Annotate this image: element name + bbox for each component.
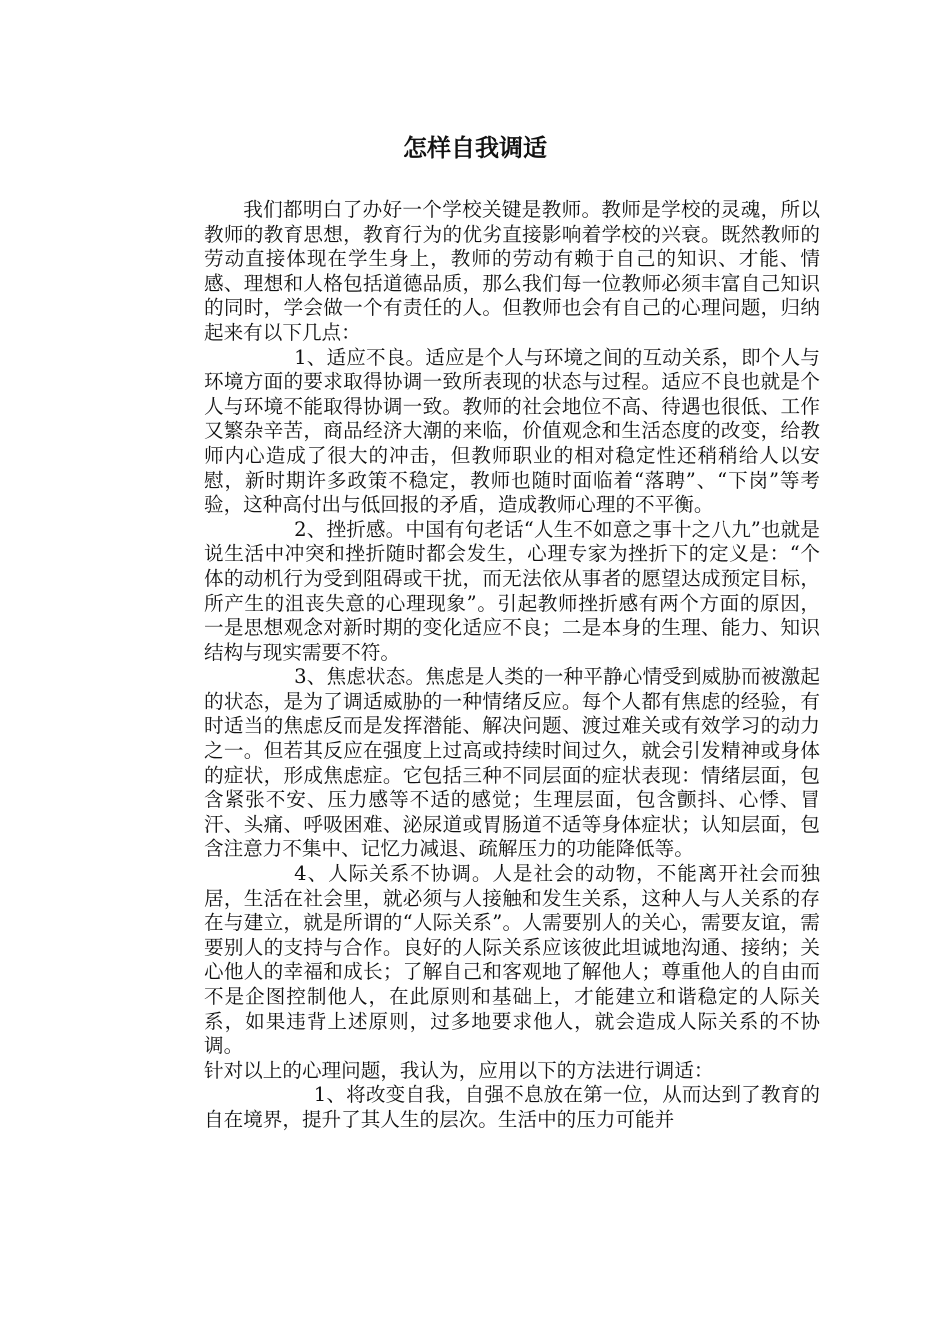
paragraph-methods-intro: 针对以上的心理问题，我认为，应用以下的方法进行调适： [204, 1058, 714, 1082]
paragraph-method-1: 1、将改变自我，自强不息放在第一位，从而达到了教育的自在境界，提升了其人生的层次。生活中的压力可能并 [204, 1083, 820, 1131]
paragraph-frustration: 2、挫折感。中国有句老话“人生不如意之事十之八九”也就是说生活中冲突和挫折随时都会发生，心理专家为挫折下的定义是：“个体的动机行为受到阻碍或干扰，而无法依从事者的愿望达成预定目标，所产生的沮丧失意的心理现象”。引起教师挫折感有两个方面的原因，一是思想观念对新时期的变化适应不良；二是本身的生理、能力、知识结构与现实需要不符。 [204, 517, 820, 664]
document-title: 怎样自我调适 [403, 134, 547, 162]
paragraph-relationships: 4、人际关系不协调。人是社会的动物，不能离开社会而独居，生活在社会里，就必须与人接触和发生关系，这种人与人关系的存在与建立，就是所谓的“人际关系”。人需要别人的关心，需要友谊，需要别人的支持与合作。良好的人际关系应该彼此坦诚地沟通、接纳；关心他人的幸福和成长；了解自己和客观地了解他人；尊重他人的自由而不是企图控制他人，在此原则和基础上，才能建立和谐稳定的人际关系，如果违背上述原则，过多地要求他人，就会造成人际关系的不协调。 [204, 862, 820, 1058]
document-body [204, 198, 820, 1133]
paragraph-intro: 我们都明白了办好一个学校关键是教师。教师是学校的灵魂，所以教师的教育思想，教育行为的优劣直接影响着学校的兴衰。既然教师的劳动直接体现在学生身上，教师的劳动有赖于自己的知识、才能、情感、理想和人格包括道德品质，那么我们每一位教师必须丰富自己知识的同时，学会做一个有责任的人。但教师也会有自己的心理问题，归纳起来有以下几点： [204, 198, 820, 344]
paragraph-adaptation: 1、适应不良。适应是个人与环境之间的互动关系，即个人与环境方面的要求取得协调一致所表现的状态与过程。适应不良也就是个人与环境不能取得协调一致。教师的社会地位不高、待遇也很低、工作又繁杂辛苦，商品经济大潮的来临，价值观念和生活态度的改变，给教师内心造成了很大的冲击，但教师职业的相对稳定性还稍稍给人以安慰，新时期许多政策不稳定，教师也随时面临着“落聘”、“下岗”等考验，这种高付出与低回报的矛盾，造成教师心理的不平衡。 [204, 345, 820, 517]
paragraph-anxiety: 3、焦虑状态。焦虑是人类的一种平静心情受到威胁而被激起的状态，是为了调适威胁的一种情绪反应。每个人都有焦虑的经验，有时适当的焦虑反而是发挥潜能、解决问题、渡过难关或有效学习的动力之一。但若其反应在强度上过高或持续时间过久，就会引发精神或身体的症状，形成焦虑症。它包括三种不同层面的症状表现：情绪层面，包含紧张不安、压力感等不适的感觉；生理层面，包含颤抖、心悸、冒汗、头痛、呼吸困难、泌尿道或胃肠道不适等身体症状；认知层面，包含注意力不集中、记忆力减退、疏解压力的功能降低等。 [204, 665, 820, 861]
